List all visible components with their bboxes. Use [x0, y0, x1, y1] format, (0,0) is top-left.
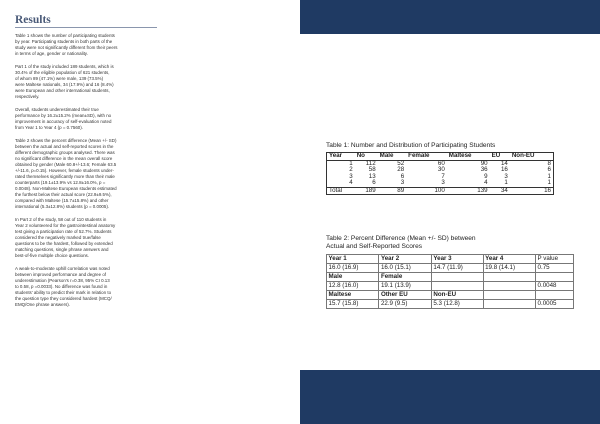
table-cell: 16.0 (16.9) [327, 264, 379, 273]
table-row [327, 180, 554, 187]
table-cell: Non-EU [431, 291, 483, 300]
table-cell: 0.0048 [536, 282, 574, 291]
table-cell: Other EU [379, 291, 431, 300]
table-cell: 139 [447, 187, 490, 195]
table-cell: 1 [349, 159, 353, 167]
results-heading: Results [15, 14, 157, 28]
table-cell: 0.0005 [536, 300, 574, 309]
col-male: Male [378, 153, 407, 161]
table-cell: 5.3 (12.8) [431, 300, 483, 309]
table-cell: 6 [372, 179, 376, 186]
col-no: No [355, 153, 378, 161]
table-cell [483, 282, 535, 291]
table-cell: 14.7 (11.9) [431, 264, 483, 273]
table-header-row [327, 255, 574, 264]
table-header-row [327, 291, 574, 300]
table-row [327, 264, 574, 273]
table-cell: 16.0 (15.1) [379, 264, 431, 273]
table-cell: 13 [368, 172, 376, 180]
results-paragraph-4: Table 2 shows the percent difference (Mean +/- SD) between the actual and self-reported scores in the different demographic groups analysed. There was no significant difference in the mean overall score obtained by gender (Male 60.8+/-13.6; Female 63.5 +/-11.6, p=0.15). However, female students under- rated themselves significantly more than their male counterparts (19.1±13.9% vs 12.8±16.0%, p = 0.0048). Non-Maltese European students estimated the furthest below their actual score (22.9±9.5%), compared with Maltese (15.7±15.8%) and other international (5.3±12.8%) students (p = 0.0005). [15, 138, 117, 209]
table-cell: Male [327, 273, 379, 282]
table-cell [483, 300, 535, 309]
table-cell [431, 273, 483, 282]
col-eu: EU [490, 153, 510, 161]
table-cell: 0.75 [536, 264, 574, 273]
table-cell: 8 [547, 159, 551, 167]
results-section [15, 14, 165, 315]
table-cell: 19.8 (14.1) [483, 264, 535, 273]
results-paragraph-3: Overall, students underestimated their true performance by 16.2±15.2% (mean±SD), with no improvement in accuracy of self-evaluation noted from Year 1 to Year 4 (p = 0.7560). [15, 107, 112, 130]
table-cell: 1 [547, 172, 551, 180]
table-cell: 90 [480, 159, 488, 167]
table-cell: 14 [500, 159, 508, 167]
col-female: Female [406, 153, 447, 161]
table-cell: 16 [510, 187, 554, 195]
table1-caption: Table 1: Number and Distribution of Participating Students [326, 142, 496, 149]
table-cell: 3 [504, 172, 508, 180]
results-paragraph-6: A weak-to-moderate uphill correlation was noted between improved performance and degree of underestimation (Pearson's r=0.38, 95% CI 0.13 to 0.58, p =0.0033). No difference was found in students' ability to predict their mark in relation to the question type they considered hardest (MCQ/ EMQ/One phrase answers). [15, 266, 112, 307]
table-cell: 112 [365, 159, 376, 167]
table-cell: P value [536, 255, 574, 264]
table-cell: Year 4 [483, 255, 535, 264]
tables-section [326, 142, 566, 309]
table-cell: Year 1 [327, 255, 379, 264]
table-cell: 22.9 (9.5) [379, 300, 431, 309]
table-row [327, 300, 574, 309]
table-cell: Total [327, 187, 355, 195]
table-cell: 6 [547, 166, 551, 173]
participants-table [326, 152, 554, 195]
table-cell: 89 [378, 187, 407, 195]
table-cell: 3 [441, 179, 445, 186]
table-cell: Maltese [327, 291, 379, 300]
table-row [327, 282, 574, 291]
table-cell: 60 [437, 159, 445, 167]
table-cell: 28 [397, 166, 405, 173]
table2-caption-line1: Table 2: Percent Difference (Mean +/- SD) between [326, 235, 476, 242]
table-cell [431, 282, 483, 291]
results-paragraph-2: Part 1 of the study included 189 students, which is 30.4% of the eligible population of 621 students, of whom 89 (47.1%) were male, 139 (73.5%) were Maltese nationals, 34 (17.9%) and 16 (8.4%) were European and other international students, respectively. [15, 64, 114, 99]
table-cell: 16 [500, 166, 508, 173]
table-header-row [327, 153, 554, 161]
table-cell [536, 291, 574, 300]
table-cell: 36 [480, 166, 488, 173]
table-cell: Year 2 [379, 255, 431, 264]
table-cell: 34 [490, 187, 510, 195]
table-cell: 2 [349, 166, 353, 173]
table-header-row [327, 273, 574, 282]
col-non-eu: Non-EU [510, 153, 554, 161]
table-cell [483, 273, 535, 282]
table-cell: 30 [437, 166, 445, 173]
table-cell: 3 [349, 172, 353, 180]
table-cell: 189 [355, 187, 378, 195]
table-cell: 1 [504, 179, 508, 186]
table-cell [536, 273, 574, 282]
col-maltese: Maltese [447, 153, 490, 161]
table-cell: 1 [547, 179, 551, 186]
table-cell: 12.8 (16.0) [327, 282, 379, 291]
col-year: Year [327, 153, 355, 161]
results-paragraph-1: Table 1 shows the number of participating students by year. Participating students in both parts of the study were not significantly different from their peers in terms of age, gender or nationality. [15, 33, 118, 56]
results-paragraph-5: In Part 2 of the study, 58 out of 110 students in Year 2 volunteered for the gastrointestinal anatomy test giving a participation rate of 52.7%. Students considered the negatively marked true/false questions to be the hardest, followed by extended matching questions, single phrase answers and best-of-five multiple choice questions. [15, 217, 116, 258]
table-cell: Female [379, 273, 431, 282]
table-cell: Year 3 [431, 255, 483, 264]
table-cell: 3 [400, 179, 405, 186]
table-cell [483, 291, 535, 300]
table-cell: 15.7 (15.8) [327, 300, 379, 309]
table-cell: 9 [484, 172, 488, 180]
table-total-row [327, 187, 554, 195]
table-cell: 58 [368, 166, 376, 173]
header-band [300, 0, 600, 34]
table-cell: 19.1 (13.9) [379, 282, 431, 291]
table-cell: 52 [397, 159, 405, 167]
footer-band [300, 370, 600, 424]
percent-difference-table [326, 254, 574, 309]
table-cell: 100 [406, 187, 447, 195]
table-cell: 7 [441, 172, 445, 180]
table-cell: 4 [484, 179, 488, 186]
table-cell: 6 [400, 172, 405, 180]
table-cell: 4 [349, 179, 353, 186]
table2-caption-line2: Actual and Self-Reported Scores [326, 243, 423, 250]
